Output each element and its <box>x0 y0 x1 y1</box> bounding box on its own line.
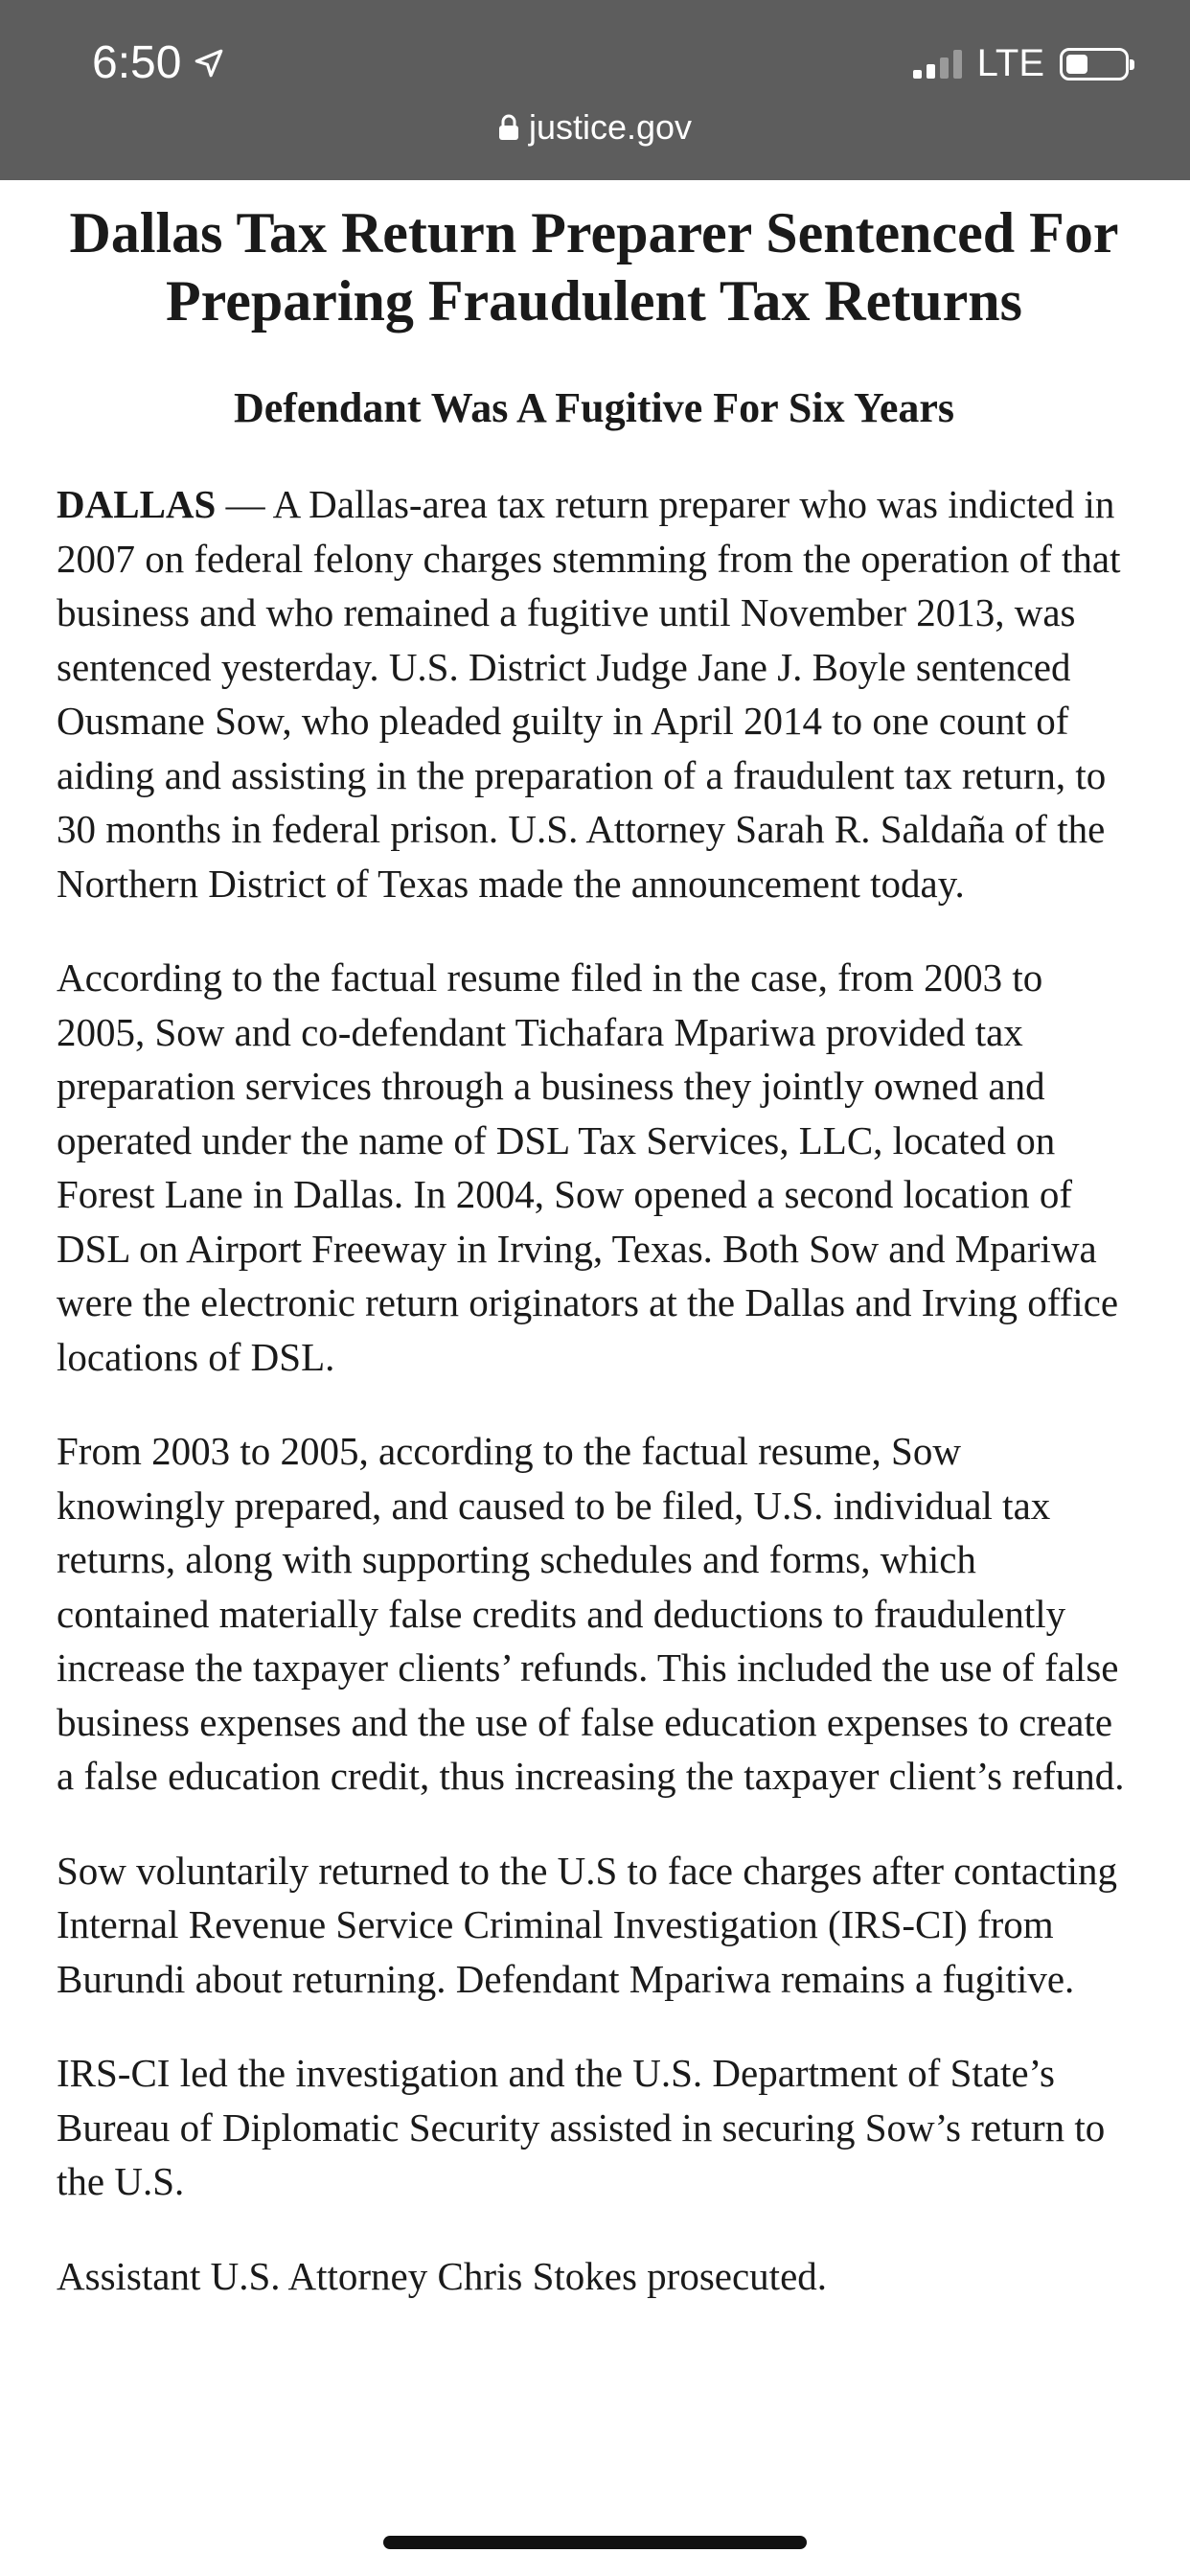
signal-strength-icon <box>913 50 962 79</box>
address-bar[interactable] <box>0 107 1190 148</box>
article-paragraph <box>57 477 1132 910</box>
network-type: LTE <box>976 42 1044 84</box>
article-title: Dallas Tax Return Preparer Sentenced For Preparing Fraudulent Tax Returns <box>69 201 1119 333</box>
paragraph-1-text: — A Dallas-area tax return preparer who was indicted in 2007 on federal felony charges stemming from the operation of that business and who remained a fugitive until November 2013, was sentenced yesterday. U.S. District Judge Jane J. Boyle sentenced Ousmane Sow, who pleaded guilty in April 2014 to one count of aiding and assisting in the preparation of a fraudulent tax return, to 30 months in federal prison. U.S. Attorney Sarah R. Saldaña of the Northern District of Texas made the announcement today. <box>57 482 1121 906</box>
home-indicator[interactable] <box>383 2536 807 2549</box>
article-paragraph: According to the factual resume filed in the case, from 2003 to 2005, Sow and co-defendant Tichafara Mpariwa provided tax preparation services through a business they jointly owned and operated under the name of DSL Tax Services, LLC, located on Forest Lane in Dallas. In 2004, Sow opened a second location of DSL on Airport Freeway in Irving, Texas. Both Sow and Mpariwa were the electronic return originators at the Dallas and Irving office locations of DSL. <box>57 955 1119 1379</box>
lock-icon <box>498 114 519 141</box>
press-release-article <box>57 192 1132 2303</box>
location-arrow-icon <box>193 47 225 80</box>
status-bar <box>0 0 1190 180</box>
battery-icon <box>1060 48 1129 80</box>
time-text: 6:50 <box>92 37 182 88</box>
dateline: DALLAS <box>57 482 217 526</box>
article-paragraph: IRS-CI led the investigation and the U.S. Department of State’s Bureau of Diplomatic Security assisted in securing Sow’s return to the U.S. <box>57 2051 1106 2203</box>
status-time <box>92 36 225 89</box>
article-paragraph: Assistant U.S. Attorney Chris Stokes prosecuted. <box>57 2253 828 2298</box>
status-indicators <box>913 42 1129 85</box>
url-text: justice.gov <box>528 107 693 147</box>
article-subtitle: Defendant Was A Fugitive For Six Years <box>233 384 955 431</box>
article-paragraph: Sow voluntarily returned to the U.S to face charges after contacting Internal Revenue Service Criminal Investigation (IRS-CI) from Burundi about returning. Defendant Mpariwa remains a fugitive. <box>57 1848 1118 2001</box>
article-paragraph: From 2003 to 2005, according to the factual resume, Sow knowingly prepared, and caused to be filed, U.S. individual tax returns, along with supporting schedules and forms, which contained materially false credits and deductions to fraudulently increase the taxpayer clients’ refunds. This included the use of false business expenses and the use of false education expenses to create a false education credit, thus increasing the taxpayer client’s refund. <box>57 1429 1125 1798</box>
